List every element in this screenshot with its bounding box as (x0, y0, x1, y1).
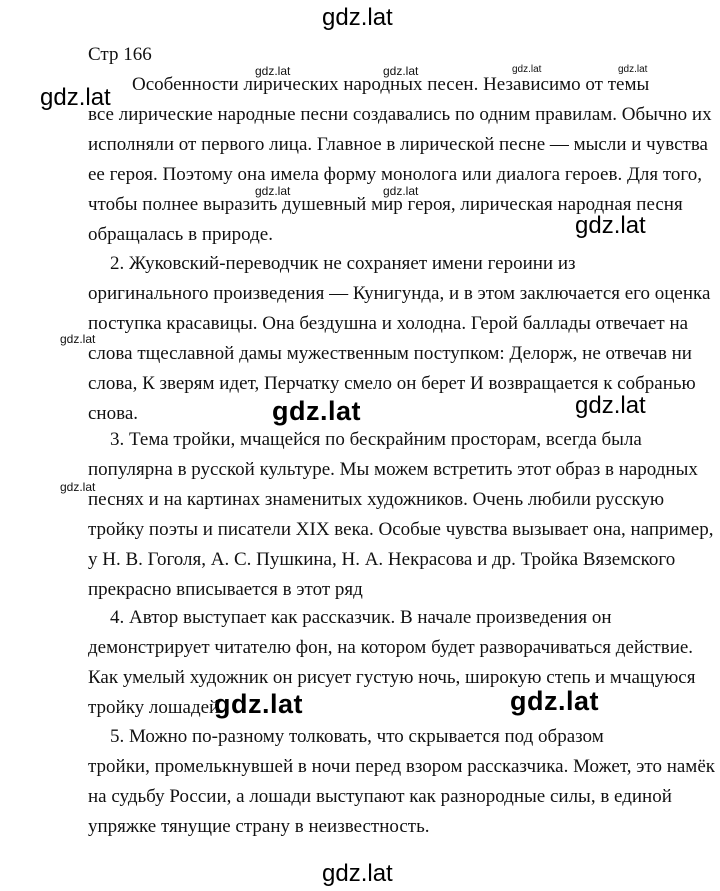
paragraph-line: упряжке тянущие страну в неизвестность. (88, 816, 430, 837)
paragraph-line: тройку поэты и писатели XIX века. Особые чувства вызывает она, например, (88, 519, 714, 540)
paragraph-line: 4. Автор выступает как рассказчик. В начале произведения он (110, 607, 612, 628)
paragraph-line: 2. Жуковский-переводчик не сохраняет имени героини из (110, 253, 576, 274)
watermark: gdz.lat (60, 480, 96, 494)
paragraph-line: 3. Тема тройки, мчащейся по бескрайним просторам, всегда была (110, 429, 642, 450)
watermark: gdz.lat (322, 860, 393, 887)
watermark: gdz.lat (214, 689, 303, 719)
watermark: gdz.lat (60, 332, 96, 346)
paragraph-line: ее героя. Поэтому она имела форму монолога или диалога героев. Для того, (88, 164, 703, 185)
watermark: gdz.lat (383, 64, 419, 78)
watermark: gdz.lat (575, 212, 646, 239)
paragraph-line: Особенности лирических народных песен. Независимо от темы (132, 74, 650, 95)
paragraph-line: поступка красавицы. Она бездушна и холодна. Герой баллады отвечает на (88, 313, 689, 334)
paragraph-3 (88, 425, 714, 605)
watermark: gdz.lat (255, 184, 291, 198)
paragraph-2 (88, 249, 711, 429)
paragraph-line: обращалась в природе. (88, 224, 273, 245)
watermark: gdz.lat (618, 64, 648, 75)
paragraph-5 (88, 722, 715, 842)
paragraph-1 (88, 70, 712, 250)
paragraph-line: слова тщеславной дамы мужественным поступком: Делорж, не отвечав ни (88, 343, 692, 364)
paragraph-line: чтобы полнее выразить душевный мир героя, лирическая народная песня (88, 194, 683, 215)
watermark: gdz.lat (510, 686, 599, 716)
paragraph-line: исполняли от первого лица. Главное в лирической песне — мысли и чувства (88, 134, 708, 155)
paragraph-line: тройки, промелькнувшей в ночи перед взором рассказчика. Может, это намёк (88, 756, 715, 777)
paragraph-line: все лирические народные песни создавались по одним правилам. Обычно их (88, 104, 712, 125)
paragraph-line: у Н. В. Гоголя, А. С. Пушкина, Н. А. Некрасова и др. Тройка Вяземского (88, 549, 676, 570)
paragraph-line: демонстрирует читателю фон, на котором будет разворачиваться действие. (88, 637, 694, 658)
paragraph-line: песнях и на картинах знаменитых художников. Очень любили русскую (88, 489, 665, 510)
paragraph-4 (88, 603, 696, 723)
paragraph-line: прекрасно вписывается в этот ряд (88, 579, 363, 600)
watermark: gdz.lat (255, 64, 291, 78)
watermark: gdz.lat (272, 396, 361, 426)
watermark: gdz.lat (322, 4, 393, 31)
paragraph-line: оригинального произведения — Кунигунда, и в этом заключается его оценка (88, 283, 711, 304)
paragraph-line: Как умелый художник он рисует густую ночь, широкую степь и мчащуюся (88, 667, 696, 688)
page-number-label: Стр 166 (88, 44, 152, 65)
paragraph-line: слова, К зверям идет, Перчатку смело он берет И возвращается к собранью (88, 373, 696, 394)
paragraph-line: снова. (88, 403, 139, 424)
watermark: gdz.lat (575, 392, 646, 419)
watermark: gdz.lat (512, 64, 542, 75)
watermark: gdz.lat (40, 84, 111, 111)
paragraph-line: тройку лошадей. (88, 697, 224, 718)
paragraph-line: 5. Можно по-разному толковать, что скрывается под образом (110, 726, 604, 747)
paragraph-line: на судьбу России, а лошади выступают как разнородные силы, в единой (88, 786, 672, 807)
watermark: gdz.lat (383, 184, 419, 198)
paragraph-line: популярна в русской культуре. Мы можем встретить этот образ в народных (88, 459, 698, 480)
